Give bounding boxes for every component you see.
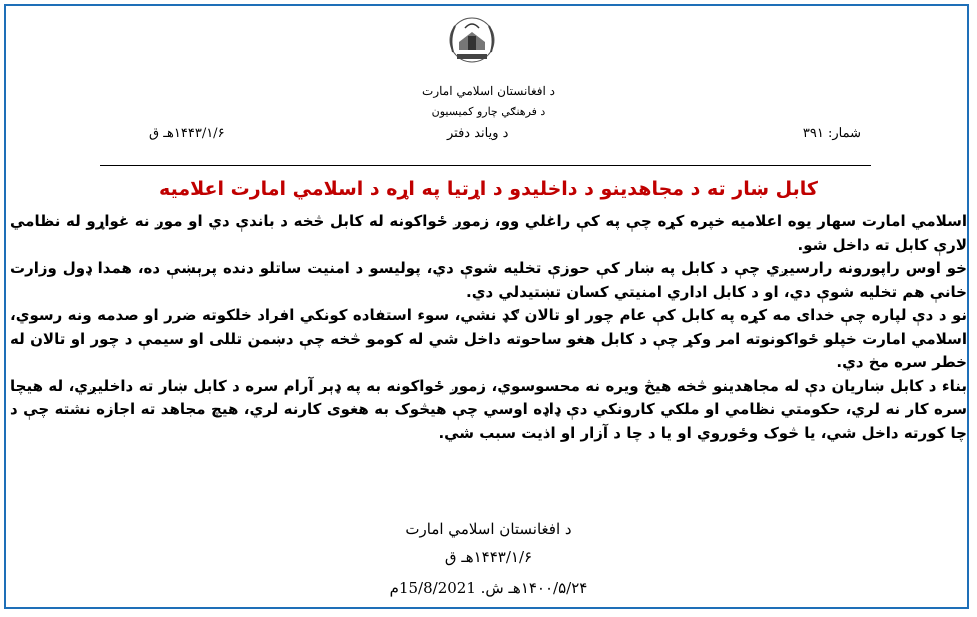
header-emirate: د افغانستان اسلامي امارت [422,84,555,98]
document-body [10,210,967,445]
signature-dates: ۱۴۰۰/۵/۲۴هـ ش. 15/8/2021م [389,579,588,597]
document-number: شمار: ۳۹۱ [802,126,861,141]
header-divider [100,165,871,166]
document-date: ۱۴۴۳/۱/۶هـ ق [149,126,225,141]
document-title: کابل ښار ته د مجاهدینو د داخلیدو د اړتیا په اړه د اسلامي امارت اعلامیه [159,178,818,200]
header-commission: د فرهنګي چارو کمیسیون [431,105,546,118]
signature-emirate: د افغانستان اسلامي امارت [405,520,572,538]
signature-hijri-lunar: ۱۴۴۳/۱/۶هـ ق [444,548,533,566]
header-office: د ویاند دفتر [447,126,509,141]
paragraph-4: بناء د کابل ښاریان دې له مجاهدینو څخه هیڅ ویره نه محسوسوي، زموږ ځواکونه به په ډېر آرام سره د کابل ښار ته داخلیږي، له هیچا سره کار نه لري، حکومتي نظامي او ملکي کارونکي دې ډاډه اوسي چې هیڅوک به هغوی کارنه لري، هیچ مجاهد ته اجازه نشته چې د چا کورته داخل شي، یا څوک وځوروي او یا د چا د آزار او اذیت سبب شي. [10,376,967,442]
paragraph-1: اسلامي امارت سهار یوه اعلامیه خپره کړه چې په کې راغلي وو، زموږ ځواکونه له کابل څخه د باندې دي او موږ نه غواړو له نظامي لارې کابل ته داخل شو. [10,212,967,254]
emirate-emblem-icon [441,12,503,68]
paragraph-2: خو اوس راپورونه رارسیږي چې د کابل په ښار کې حوزې تخلیه شوې دي، پولیسو د امنیت ساتلو دنده پرېښې ده، همدا ډول وزارت خانې هم تخلیه شوې دي، او د کابل اداري امنیتي کسان تښتیدلي دي. [10,259,967,301]
paragraph-3: نو د دې لپاره چې خدای مه کړه په کابل کې عام چور او تالان ګډ نشي، سوء استفاده کونکي افراد خلکوته ضرر او صدمه ونه رسوي، اسلامي امارت خپلو ځواکونوته امر وکړ چې د کابل هغو ساحوته داخل شي له کومو څخه چې دښمن تللی او سیمې د چور او تالان له خطر سره مخ دي. [10,306,967,371]
